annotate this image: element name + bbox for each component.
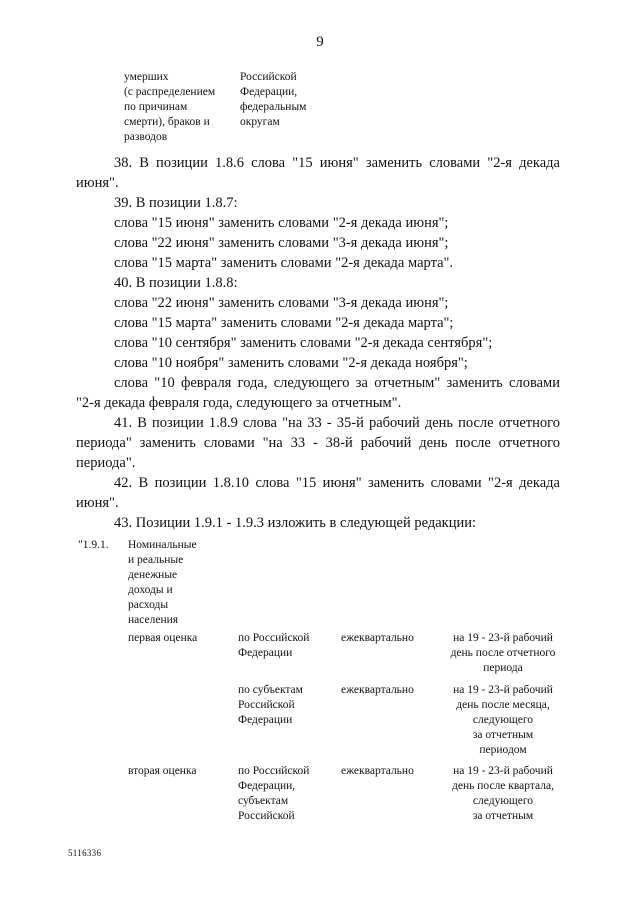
deadline-line: периодом [479,744,527,756]
position-code: "1.9.1. [78,539,109,551]
deadline-line: следующего [472,795,534,807]
row-3-scope [238,764,338,824]
top-table-col-1 [124,70,244,145]
amendment-paragraph: слова "15 марта" заменить словами "2-я декада марта". [114,255,454,271]
top-table-line: умерших [124,71,169,83]
top-table-line: по причинам [124,101,188,113]
amendment-paragraph: слова "10 февраля года, следующего за отчетным" заменить словами "2-я декада февраля года, следующего за отчетным". [76,375,560,411]
deadline-line: периода [483,662,523,674]
top-table-line: Федерации, [240,86,298,98]
amendment-paragraph: 39. В позиции 1.8.7: [114,195,238,211]
amendment-paragraph: слова "15 июня" заменить словами "2-я декада июня"; [114,215,449,231]
position-name-line: доходы и [128,584,173,596]
deadline-line: на 19 - 23-й рабочий [453,632,553,644]
deadline-line: на 19 - 23-й рабочий [453,684,553,696]
scope-line: Федерации [238,647,293,659]
position-name-line: и реальные [128,554,184,566]
row-3-stage: вторая оценка [128,765,197,777]
deadline-line: за отчетным [472,810,534,822]
row-2-frequency: ежеквартально [341,684,414,696]
row-3-frequency: ежеквартально [341,765,414,777]
amendment-paragraph: 43. Позиции 1.9.1 - 1.9.3 изложить в следующей редакции: [114,515,477,531]
amendment-paragraph: 40. В позиции 1.8.8: [114,275,238,291]
position-name-line: денежные [128,569,178,581]
row-2-scope [238,683,338,728]
top-table-line: федеральным [240,101,307,113]
amendment-paragraph: слова "10 сентября" заменить словами "2-я декада сентября"; [114,335,493,351]
scope-line: Федерации [238,714,293,726]
deadline-line: на 19 - 23-й рабочий [453,765,553,777]
scope-line: Российской [238,699,295,711]
scope-line: по субъектам [238,684,303,696]
amendment-paragraph: слова "22 июня" заменить словами "3-я декада июня"; [114,235,449,251]
row-2-deadline [440,683,566,758]
amendment-text [76,153,560,533]
top-table-line: округам [240,116,280,128]
top-table-line: разводов [124,131,168,143]
footer-code: 5116336 [68,848,102,858]
position-name-line: населения [128,614,179,626]
row-1-scope [238,631,338,661]
scope-line: субъектам [238,795,289,807]
top-table-line: (с распределением [124,86,216,98]
amendment-paragraph: 42. В позиции 1.8.10 слова "15 июня" заменить словами "2-я декада июня". [76,475,560,511]
scope-line: по Российской [238,765,310,777]
top-table-col-2 [240,70,340,130]
row-3-deadline [440,764,566,824]
deadline-line: день после квартала, [452,780,554,792]
position-name [128,538,218,628]
scope-line: по Российской [238,632,310,644]
deadline-line: день после месяца, [456,699,550,711]
scope-line: Российской [238,810,295,822]
row-1-deadline [440,631,566,676]
position-name-line: Номинальные [128,539,197,551]
top-table-line: Российской [240,71,297,83]
position-name-line: расходы [128,599,169,611]
top-table-line: смерти), браков и [124,116,210,128]
amendment-paragraph: слова "10 ноября" заменить словами "2-я декада ноября"; [114,355,468,371]
deadline-line: следующего [472,714,534,726]
deadline-line: день после отчетного [450,647,556,659]
row-1-stage: первая оценка [128,632,198,644]
page-number: 9 [316,34,324,50]
amendment-paragraph: слова "22 июня" заменить словами "3-я декада июня"; [114,295,449,311]
scope-line: Федерации, [238,780,296,792]
amendment-paragraph: слова "15 марта" заменить словами "2-я декада марта"; [114,315,454,331]
amendment-paragraph: 38. В позиции 1.8.6 слова "15 июня" заменить словами "2-я декада июня". [76,155,560,191]
row-1-frequency: ежеквартально [341,632,414,644]
amendment-paragraph: 41. В позиции 1.8.9 слова "на 33 - 35-й рабочий день после отчетного периода" заменить словами "на 33 - 38-й рабочий день после отчетного периода". [76,415,560,471]
deadline-line: за отчетным [472,729,534,741]
